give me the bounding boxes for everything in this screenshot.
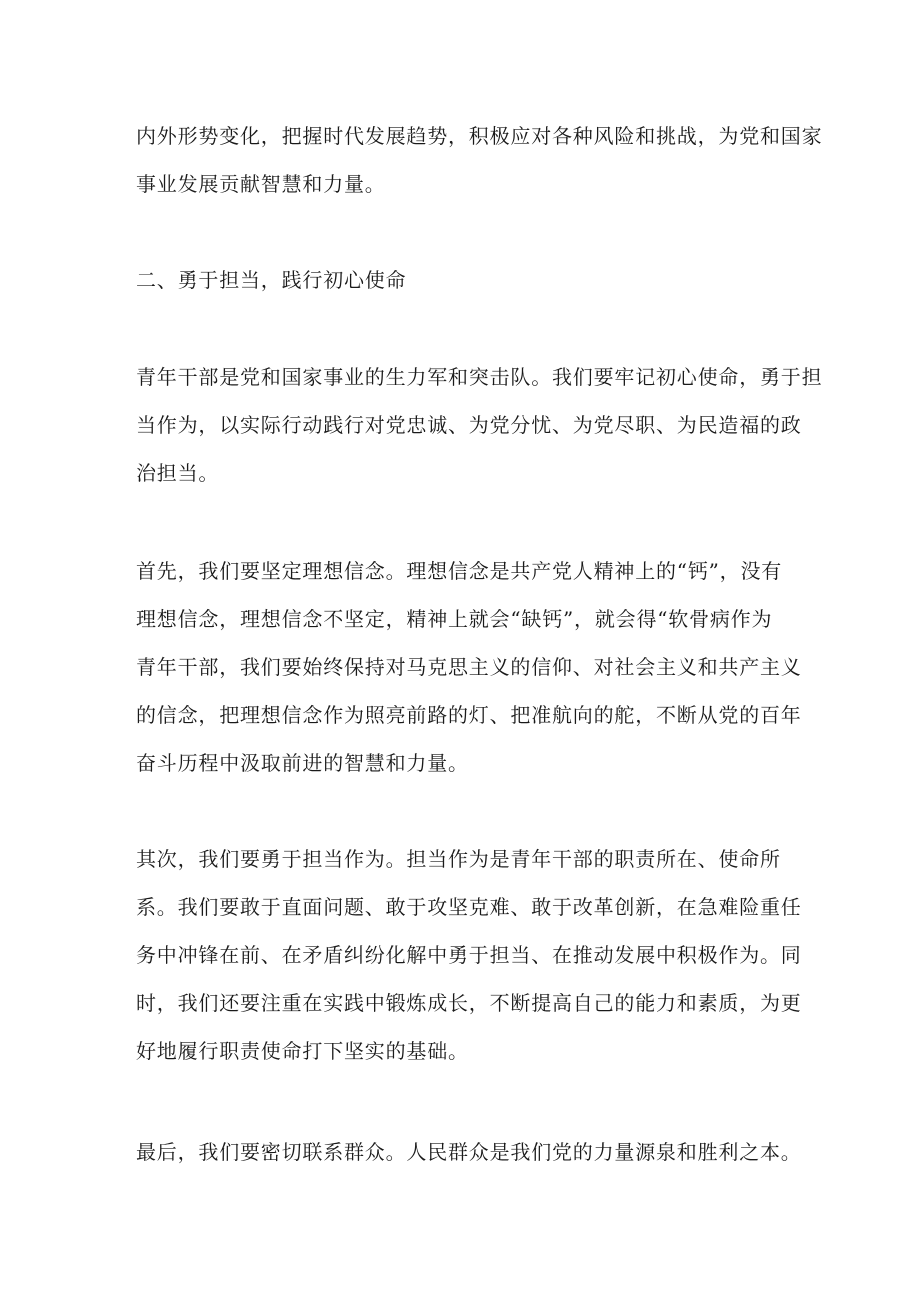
text-line: 青年干部，我们要始终保持对马克思主义的信仰、对社会主义和共产主义	[136, 655, 802, 679]
text-line: 最后，我们要密切联系群众。人民群众是我们党的力量源泉和胜利之本。	[136, 1140, 802, 1164]
text-line: 事业发展贡献智慧和力量。	[136, 172, 386, 196]
text-line: 治担当。	[136, 461, 220, 485]
text-line: 青年干部是党和国家事业的生力军和突击队。我们要牢记初心使命，勇于担	[136, 365, 823, 389]
text-line: 的信念，把理想信念作为照亮前路的灯、把准航向的舵，不断从党的百年	[136, 703, 802, 727]
heading-line: 二、勇于担当，践行初心使命	[136, 268, 407, 292]
text-line: 其次，我们要勇于担当作为。担当作为是青年干部的职责所在、使命所	[136, 847, 781, 871]
text-line: 奋斗历程中汲取前进的智慧和力量。	[136, 751, 469, 775]
text-line: 当作为，以实际行动践行对党忠诚、为党分忧、为党尽职、为民造福的政	[136, 413, 802, 437]
text-line: 务中冲锋在前、在矛盾纠纷化解中勇于担当、在推动发展中积极作为。同	[136, 943, 802, 967]
text-line: 好地履行职责使命打下坚实的基础。	[136, 1039, 469, 1063]
text-line: 系。我们要敢于直面问题、敢于攻坚克难、敢于改革创新，在急难险重任	[136, 895, 802, 919]
text-line: 时，我们还要注重在实践中锻炼成长，不断提高自己的能力和素质，为更	[136, 991, 802, 1015]
text-line: 首先，我们要坚定理想信念。理想信念是共产党人精神上的“钙”，没有	[136, 559, 783, 583]
text-line: 理想信念，理想信念不坚定，精神上就会“缺钙”，就会得“软骨病作为	[136, 607, 773, 631]
text-line: 内外形势变化，把握时代发展趋势，积极应对各种风险和挑战，为党和国家	[136, 124, 823, 148]
